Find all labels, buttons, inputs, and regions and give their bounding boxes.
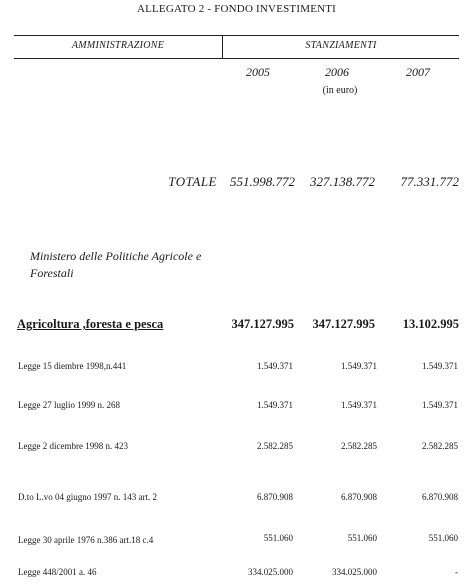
row-label: Legge 2 dicembre 1998 n. 423 [18,441,128,451]
row-value-2006: 551.060 [347,533,377,543]
totale-2005: 551.998.772 [230,174,295,189]
row-value-2006: 6.870.908 [341,492,377,502]
row-value-2007: 1.549.371 [422,361,458,371]
row-value-2006: 334.025.000 [332,567,377,577]
row-label: Legge 30 aprile 1976 n.386 art.18 c.4 [18,535,154,545]
row-value-2006: 1.549.371 [341,361,377,371]
ministry-name: Ministero delle Politiche Agricole e Forestali [30,249,202,280]
year-2007: 2007 [406,65,430,79]
page-title: ALLEGATO 2 - FONDO INVESTIMENTI [136,3,337,15]
sector-2006: 347.127.995 [312,317,375,331]
row-value-2005: 1.549.371 [257,361,293,371]
row-value-2006: 2.582.285 [341,441,377,451]
row-value-2007: - [455,567,458,577]
sector-2005: 347.127.995 [231,317,294,331]
sector-label: Agricoltura ,foresta e pesca [17,317,164,331]
sector-2007: 13.102.995 [402,317,459,331]
totale-2007: 77.331.772 [400,174,459,189]
row-label: D.to L.vo 04 giugno 1997 n. 143 art. 2 [18,492,157,502]
row-value-2007: 2.582.285 [422,441,458,451]
row-value-2005: 334.025.000 [248,567,293,577]
row-value-2005: 551.060 [263,533,293,543]
row-value-2005: 6.870.908 [257,492,293,502]
totale-label: TOTALE [168,174,217,189]
header-amministrazione: AMMINISTRAZIONE [71,40,165,51]
year-2006: 2006 [325,65,349,79]
row-value-2007: 1.549.371 [422,400,458,410]
row-label: Legge 448/2001 a. 46 [18,567,97,577]
row-value-2006: 1.549.371 [341,400,377,410]
totale-2006: 327.138.772 [310,174,375,189]
unit-label: (in euro) [322,85,358,96]
row-label: Legge 15 diembre 1998,n.441 [18,361,127,371]
year-2005: 2005 [246,65,270,79]
header-stanziamenti: STANZIAMENTI [305,40,377,51]
row-value-2007: 6.870.908 [422,492,458,502]
row-value-2007: 551.060 [428,533,458,543]
row-value-2005: 2.582.285 [257,441,293,451]
row-value-2005: 1.549.371 [257,400,293,410]
row-label: Legge 27 luglio 1999 n. 268 [18,400,120,410]
